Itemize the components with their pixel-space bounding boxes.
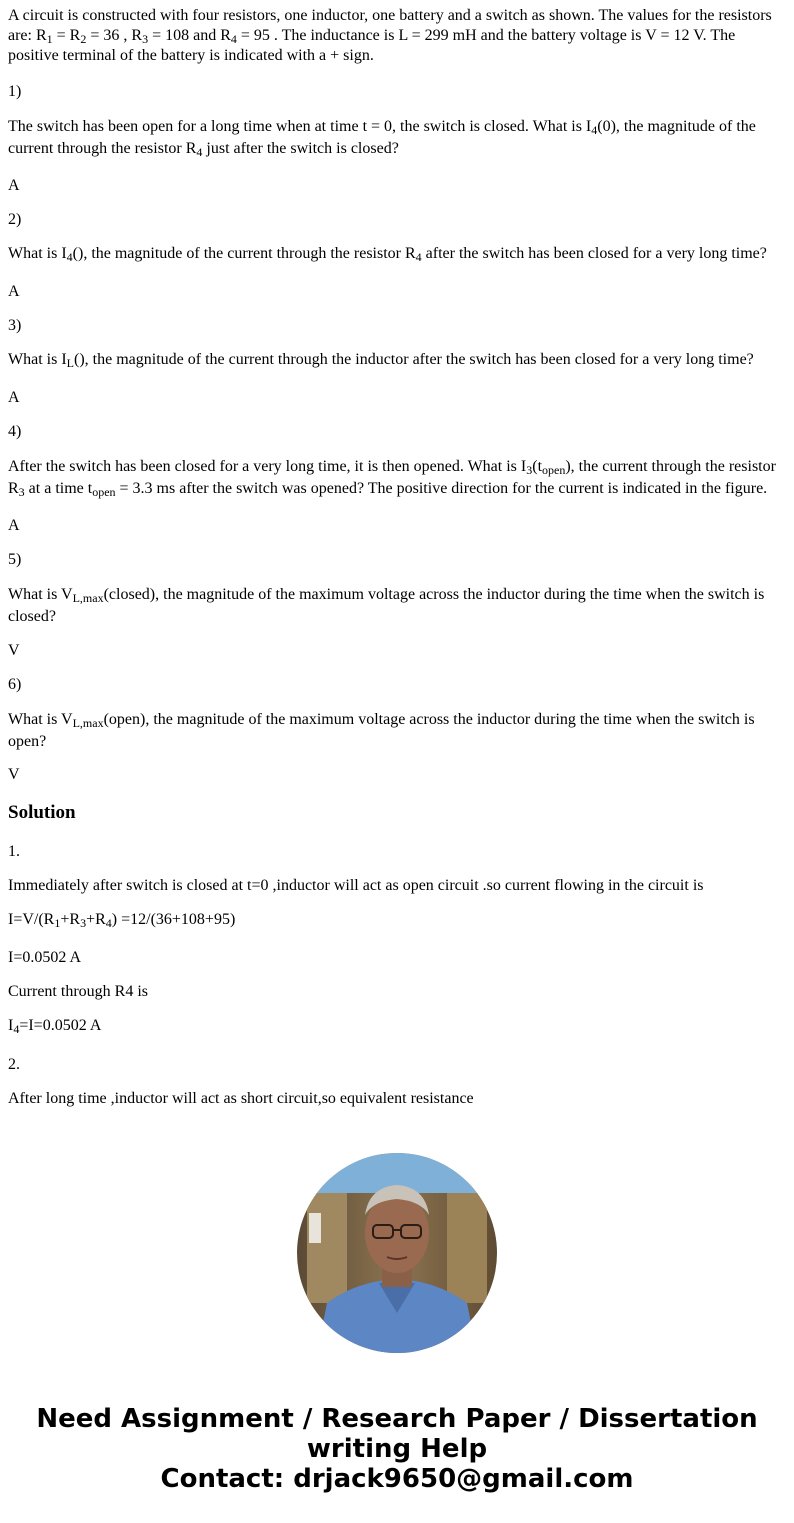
solution-part1-i4: $I_4=I=0.0502$ A [8, 1017, 102, 1036]
solution-part2-text: After long time ,inductor will act as short circuit,so equivalent resistance [8, 1090, 474, 1107]
solution-part1-text: Immediately after switch is closed at t=0 ,inductor will act as open circuit .so current flowing in the circuit is [8, 877, 704, 894]
answer-unit-3: A [8, 389, 20, 406]
answer-unit-1: A [8, 177, 20, 194]
promo-line-1: Need Assignment / Research Paper / Dissertation [36, 1404, 758, 1434]
question-text-4: After the switch has been closed for a very long time, it is then opened. What is $I_3(t_{open})$, the current through the resistor $R_3$ at a time $t_{open} = 3.3$ ms after the switch was opened? The positive direction for the current is indicated in the figure. [8, 458, 776, 499]
author-photo-illustration [297, 1153, 497, 1353]
question-number-3: 3) [8, 317, 22, 334]
question-number-6: 6) [8, 676, 22, 693]
question-text-5: What is $V_{L,max}(closed)$, the magnitude of the maximum voltage across the inductor during the time when the switch is closed? [8, 586, 765, 625]
solution-part2-number: 2. [8, 1056, 20, 1073]
solution-heading: Solution [8, 802, 76, 823]
answer-unit-6: V [8, 766, 20, 783]
question-text-6: What is $V_{L,max}(open)$, the magnitude of the maximum voltage across the inductor during the time when the switch is open? [8, 711, 755, 750]
promo-banner [0, 1404, 794, 1494]
solution-part1-r4-label: Current through R4 is [8, 983, 148, 1000]
question-number-5: 5) [8, 551, 22, 568]
solution-part1-formula: $I=V/(R_1+R_3+R_4) =12/(36+108+95)$ [8, 911, 236, 930]
question-text-2: What is $I_4()$, the magnitude of the current through the resistor $R_4$ after the switch has been closed for a very long time? [8, 245, 767, 264]
promo-contact: Contact: drjack9650@gmail.com [160, 1464, 634, 1494]
answer-unit-4: A [8, 517, 20, 534]
question-text-3: What is $I_L()$, the magnitude of the current through the inductor after the switch has been closed for a very long time? [8, 351, 754, 370]
question-text-1: The switch has been open for a long time when at time t = 0, the switch is closed. What is $I_4(0)$, the magnitude of the current through the resistor $R_4$ just after the switch is closed? [8, 118, 756, 159]
question-number-4: 4) [8, 423, 22, 440]
question-number-2: 2) [8, 211, 22, 228]
solution-part1-number: 1. [8, 843, 20, 860]
solution-part1-result: I=0.0502 A [8, 949, 82, 966]
question-number-1: 1) [8, 83, 22, 100]
author-avatar [297, 1153, 497, 1353]
answer-unit-2: A [8, 283, 20, 300]
answer-unit-5: V [8, 642, 20, 659]
promo-line-2: writing Help [306, 1434, 488, 1464]
problem-intro: A circuit is constructed with four resistors, one inductor, one battery and a switch as shown. The values for the resistors are: $R_1 = R_2 = 36$ , $R_3 = 108$ and $R_4 = 95$ . The inductance is L = 299 mH and the battery voltage is V = 12 V. The positive terminal of the battery is indicated with a + sign. [8, 7, 772, 64]
